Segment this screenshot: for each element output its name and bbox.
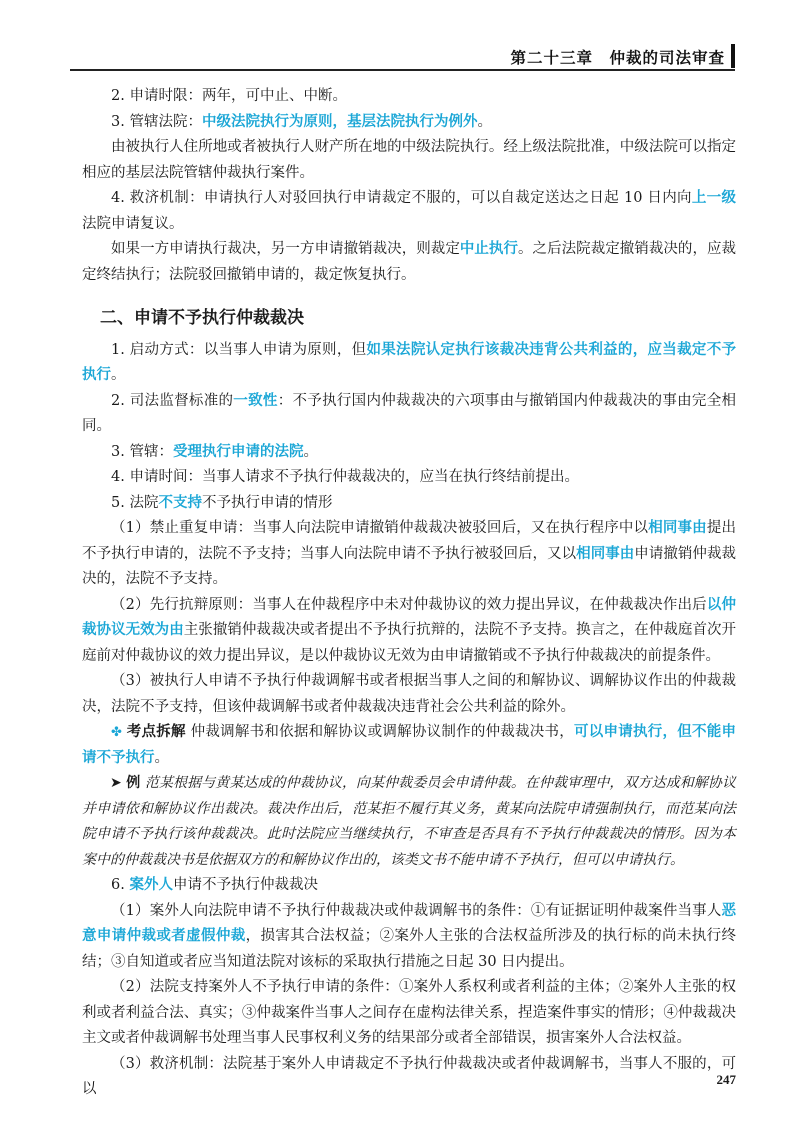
highlight: 受理执行申请的法院 [172,443,304,460]
highlight: 不支持 [158,494,202,511]
paragraph: 由被执行人住所地或者被执行人财产所在地的中级法院执行。经上级法院批准，中级法院可以指定相应的基层法院管辖仲裁执行案件。 [82,139,736,181]
arrowhead-icon: ➤ [110,775,122,791]
highlight: 可以申请执行，但不能申请不予执行 [82,724,737,766]
highlight: 案外人 [129,877,173,893]
page-body [82,84,736,1103]
paragraph: 4. 救济机制：申请执行人对驳回执行申请裁定不服的，可以自裁定送达之日起 10 日内向上一级法院申请复议。 [82,190,737,232]
paragraph: （2）先行抗辩原则：当事人在仲裁程序中未对仲裁协议的效力提出异议，在仲裁裁决作出后以仲裁协议无效为由主张撤销仲裁裁决或者提出不予执行抗辩的，法院不予支持。换言之，在仲裁庭首次开庭前对仲裁协议的效力提出异议，是以仲裁协议无效为由申请撤销或不予执行仲裁裁决的前提条件。 [82,596,737,664]
paragraph: （2）法院支持案外人不予执行申请的条件：①案外人系权利或者利益的主体；②案外人主张的权利或者利益合法、真实；③仲裁案件当事人之间存在虚构法律关系，捏造案件事实的情形；④仲裁裁决主文或者仲裁调解书处理当事人民事权利义务的结果部分或者全部错误，损害案外人合法权益。 [82,979,736,1046]
highlight: 一致性 [233,392,278,409]
highlight: 中级法院执行为原则，基层法院执行为例外 [201,113,478,130]
highlight: 以仲裁协议无效为由 [82,596,736,638]
highlight: 恶意申请仲裁或者虚假仲裁 [82,902,736,944]
example-paragraph: ➤ 例 范某根据与黄某达成的仲裁协议，向某仲裁委员会申请仲裁。在仲裁审理中，双方达成和解协议并申请依和解协议作出裁决。裁决作出后，范某拒不履行其义务，黄某向法院申请强制执行，而范某向法院申请不予执行该仲裁裁决。此时法院应当继续执行，不审查是否具有不予执行仲裁裁决的情形。因为本案中的仲裁裁决书是依据双方的和解协议作出的，该类文书不能申请不予执行，但可以申请执行。 [82,775,737,868]
paragraph: （1）案外人向法院申请不予执行仲裁裁决或仲裁调解书的条件：①有证据证明仲裁案件当事人恶意申请仲裁或者虚假仲裁，损害其合法权益；②案外人主张的合法权益所涉及的执行标的尚未执行终结；③自知道或者应当知道法院对该标的采取执行措施之日起 30 日内提出。 [82,902,736,970]
paragraph: （1）禁止重复申请：当事人向法院申请撤销仲裁裁决被驳回后，又在执行程序中以相同事由提出不予执行申请的，法院不予支持；当事人向法院申请不予执行被驳回后，又以相同事由申请撤销仲裁裁决的，法院不予支持。 [82,520,737,587]
highlight: 上一级 [691,190,737,206]
tip-paragraph: ✤ 考点拆解 仲裁调解书和依据和解协议或调解协议制作的仲裁裁决书，可以申请执行，但不能申请不予执行。 [82,724,737,766]
highlight: 如果法院认定执行该裁决违背公共利益的，应当裁定不予执行 [82,341,736,383]
paragraph: 1. 启动方式：以当事人申请为原则，但如果法院认定执行该裁决违背公共利益的，应当裁定不予执行。 [82,341,736,383]
highlight: 相同事由 [648,520,707,536]
page-number: 247 [716,1072,736,1087]
paragraph: 如果一方申请执行裁决，另一方申请撤销裁决，则裁定中止执行。之后法院裁定撤销裁决的，应裁定终结执行；法院驳回撤销申请的，裁定恢复执行。 [82,241,737,283]
header-bar [731,44,735,68]
paragraph: （3）救济机制：法院基于案外人申请裁定不予执行仲裁裁决或者仲裁调解书，当事人不服的，可以 [82,1055,736,1097]
tip-label: 考点拆解 [126,724,186,740]
running-header [70,40,735,70]
highlight: 中止执行 [459,241,519,257]
highlight: 相同事由 [576,545,635,562]
section-heading: 二、申请不予执行仲裁裁决 [100,308,304,328]
paragraph: 3. 管辖法院：中级法院执行为原则，基层法院执行为例外。 [111,113,492,130]
example-label: 例 [126,775,141,791]
chapter-title: 第二十三章 仲裁的司法审查 [510,49,725,67]
paragraph: 2. 申请时限：两年，可中止、中断。 [111,88,347,104]
paragraph: 2. 司法监督标准的一致性：不予执行国内仲裁裁决的六项事由与撤销国内仲裁裁决的事由完全相同。 [82,392,736,434]
puzzle-icon: ✤ [111,725,122,740]
paragraph: 3. 管辖：受理执行申请的法院。 [111,443,318,460]
paragraph: （3）被执行人申请不予执行仲裁调解书或者根据当事人之间的和解协议、调解协议作出的仲裁裁决，法院不予支持，但该仲裁调解书或者仲裁裁决违背社会公共利益的除外。 [82,673,736,715]
paragraph: 4. 申请时间：当事人请求不予执行仲裁裁决的，应当在执行终结前提出。 [111,469,579,485]
paragraph: 5. 法院不支持不予执行申请的情形 [111,494,333,511]
paragraph: 6. 案外人申请不予执行仲裁裁决 [111,877,318,893]
header-rule [70,69,735,71]
